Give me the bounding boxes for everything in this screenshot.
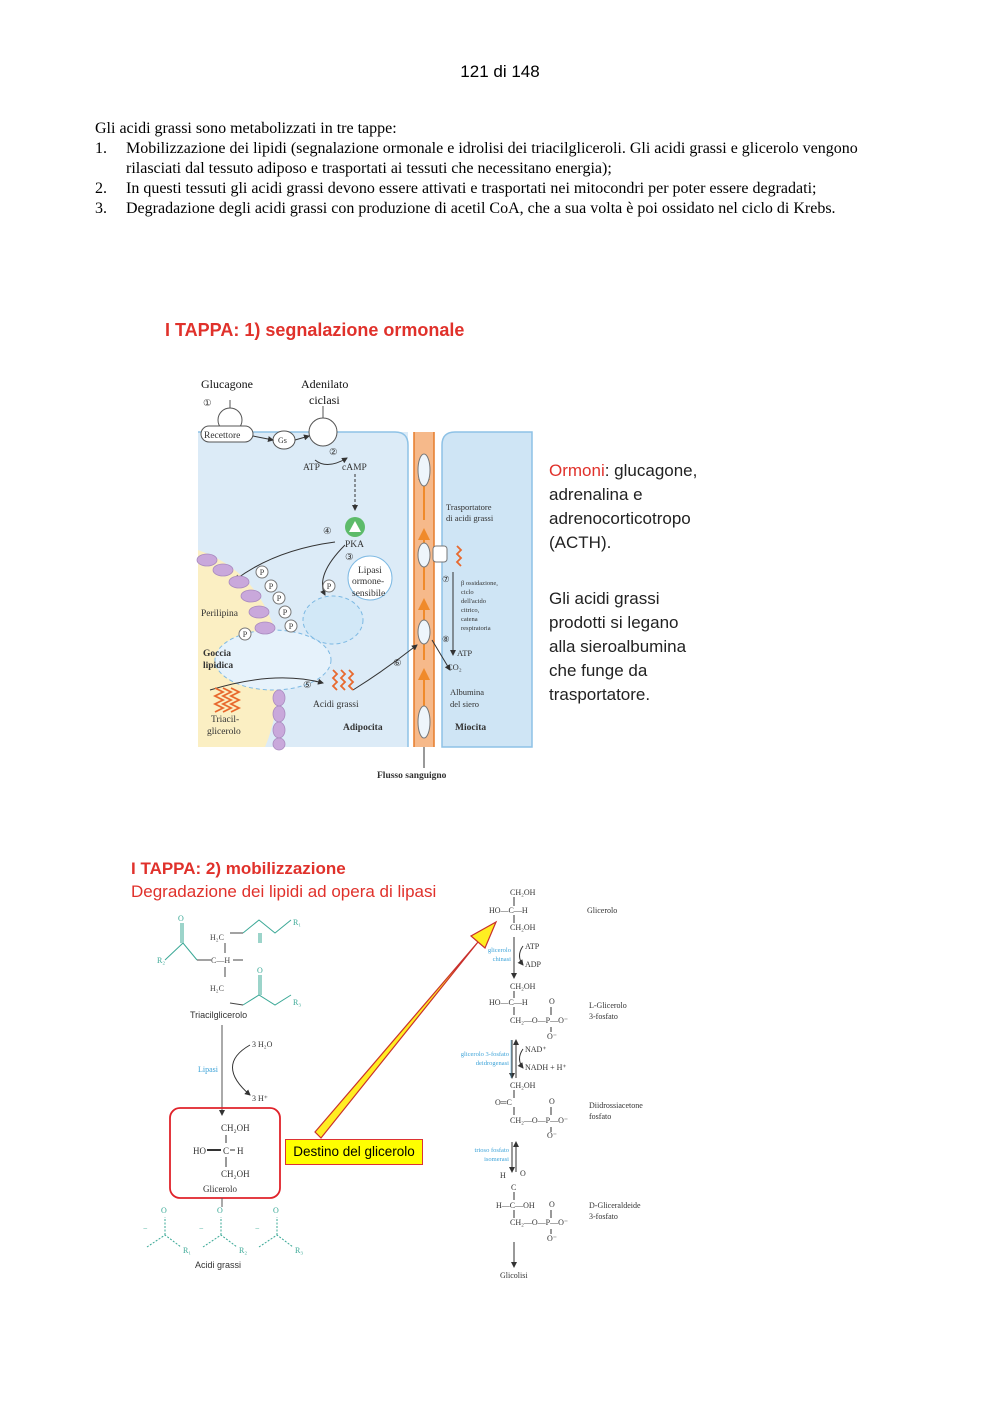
list-item: 3. Degradazione degli acidi grassi con produzione di acetil CoA, che a sua volta è poi ossidato nel ciclo di Krebs. [95,200,836,217]
svg-text:O═C: O═C [495,1098,512,1107]
svg-text:CH₂OH: CH₂OH [510,888,536,897]
svg-text:Adipocita: Adipocita [343,723,383,733]
svg-text:NADH + H⁺: NADH + H⁺ [525,1063,567,1072]
svg-text:⑥: ⑥ [393,659,402,669]
svg-text:C—H: C—H [211,956,231,965]
svg-text:sensibile: sensibile [352,589,386,599]
svg-text:PKA: PKA [345,540,365,550]
label-glucagone: Glucagone [201,377,253,391]
svg-text:⑧: ⑧ [442,634,450,644]
figure2-title: I TAPPA: 2) mobilizzazione [131,859,346,878]
svg-text:HO: HO [193,1146,206,1156]
svg-text:3-fosfato: 3-fosfato [589,1012,618,1021]
svg-text:3 H₂O: 3 H₂O [252,1040,273,1049]
svg-text:CH₂OH: CH₂OH [510,1081,536,1090]
svg-text:R₂: R₂ [157,956,166,965]
svg-text:H₂C: H₂C [210,984,224,993]
figure1-title: I TAPPA: 1) segnalazione ormonale [165,320,465,340]
svg-text:Gs: Gs [278,436,287,445]
svg-text:Lipasi: Lipasi [358,566,382,576]
svg-text:del siero: del siero [450,699,480,709]
svg-text:Miocita: Miocita [455,723,487,733]
svg-text:ATP: ATP [525,942,540,951]
svg-text:Glicerolo: Glicerolo [587,906,618,915]
svg-text:ormone-: ormone- [352,577,385,587]
hormones-text: Ormoni: glucagone, adrenalina e adrenocorticotropo (ACTH). [549,461,698,552]
svg-text:C: C [511,1183,517,1192]
svg-text:cAMP: cAMP [342,463,367,473]
svg-text:O: O [549,1200,555,1209]
svg-text:Adenilato: Adenilato [301,377,349,391]
svg-text:P: P [276,594,282,603]
svg-text:⑤: ⑤ [303,681,312,691]
svg-text:⑦: ⑦ [442,574,450,584]
svg-text:O⁻: O⁻ [547,1032,557,1041]
svg-text:−: − [255,1224,260,1233]
svg-text:P: P [259,568,265,577]
svg-text:CH₂OH: CH₂OH [221,1123,250,1133]
svg-text:H: H [500,1171,506,1180]
svg-text:β ossidazione,: β ossidazione, [461,580,498,587]
svg-text:Glicolisi: Glicolisi [500,1271,528,1280]
svg-text:CH₂OH: CH₂OH [221,1169,250,1179]
svg-text:CH₂—O—P—O⁻: CH₂—O—P—O⁻ [510,1218,569,1227]
figure2-subtitle: Degradazione dei lipidi ad opera di lipasi [131,882,437,901]
svg-text:Acidi grassi: Acidi grassi [313,700,359,710]
svg-text:isomerasi: isomerasi [484,1156,509,1163]
svg-text:O: O [549,1097,555,1106]
svg-text:L-Glicerolo: L-Glicerolo [589,1001,627,1010]
callout-destino-glicerolo: Destino del glicerolo [285,1139,423,1165]
svg-text:O: O [520,1169,526,1178]
svg-text:P: P [288,622,294,631]
svg-text:P: P [282,608,288,617]
svg-text:R₂: R₂ [239,1246,248,1255]
glycerol-pathway [445,882,675,1282]
label-triacilglicerolo: Triacilglicerolo [190,1010,248,1020]
intro-text [95,119,915,219]
svg-text:trioso fosfato: trioso fosfato [474,1147,509,1154]
svg-text:R₁: R₁ [183,1246,192,1255]
svg-text:CH₂OH: CH₂OH [510,923,536,932]
svg-text:glicerolo: glicerolo [487,947,511,954]
svg-text:H: H [237,1146,244,1156]
svg-text:O: O [273,1206,279,1215]
svg-text:C: C [223,1146,230,1156]
svg-text:3-fosfato: 3-fosfato [589,1212,618,1221]
svg-text:respiratoria: respiratoria [461,625,491,632]
svg-text:④: ④ [323,527,332,537]
svg-text:O: O [161,1206,167,1215]
svg-text:O: O [257,966,263,975]
svg-text:HO—C—H: HO—C—H [489,998,528,1007]
svg-text:O: O [549,997,555,1006]
svg-text:CH₂—O—P—O⁻: CH₂—O—P—O⁻ [510,1116,569,1125]
svg-text:ATP: ATP [303,463,320,473]
svg-text:−: − [143,1224,148,1233]
hormone-signaling-diagram [195,370,540,785]
svg-text:Albumina: Albumina [450,687,484,697]
svg-text:Recettore: Recettore [204,431,241,441]
svg-text:Diidrossiacetone: Diidrossiacetone [589,1101,643,1110]
svg-text:3 H⁺: 3 H⁺ [252,1094,268,1103]
list-item: 2. In questi tessuti gli acidi grassi devono essere attivati e trasportati nei mitocondri per poter essere degradati; [95,180,817,197]
svg-text:ADP: ADP [525,960,542,969]
svg-text:glicerolo: glicerolo [207,727,241,737]
svg-text:ciclasi: ciclasi [309,393,340,407]
svg-text:P: P [242,630,248,639]
list-item: 1. Mobilizzazione dei lipidi (segnalazione ormonale e idrolisi dei triacilgliceroli. Gli acidi grassi e glicerolo vengono rilasciati dal tessuto adiposo e trasportati ai tessuti che necessitano energia); [95,140,858,177]
stages-list [95,139,915,219]
svg-text:Trasportatore: Trasportatore [446,502,492,512]
svg-text:P: P [326,582,332,591]
svg-text:R₁: R₁ [293,918,302,927]
svg-text:Glicerolo: Glicerolo [203,1184,237,1194]
svg-text:Flusso sanguigno: Flusso sanguigno [377,771,447,781]
svg-text:CH₂OH: CH₂OH [510,982,536,991]
svg-text:NAD⁺: NAD⁺ [525,1045,547,1054]
svg-text:②: ② [329,448,338,458]
svg-text:catena: catena [461,616,478,623]
svg-text:①: ① [203,399,212,409]
svg-text:di acidi grassi: di acidi grassi [446,513,494,523]
svg-text:citrico,: citrico, [461,607,480,614]
svg-text:③: ③ [345,553,354,563]
svg-text:Perilipina: Perilipina [201,609,238,619]
svg-text:deidrogenasi: deidrogenasi [475,1060,509,1067]
svg-text:R₃: R₃ [293,998,302,1007]
svg-text:fosfato: fosfato [589,1112,612,1121]
svg-text:Triacil-: Triacil- [211,715,240,725]
page-number: 121 di 148 [460,62,540,81]
svg-text:H₂C: H₂C [210,933,224,942]
svg-text:ATP: ATP [457,648,473,658]
svg-text:−: − [199,1224,204,1233]
svg-text:D-Gliceraldeide: D-Gliceraldeide [589,1201,641,1210]
svg-text:CH₂—O—P—O⁻: CH₂—O—P—O⁻ [510,1016,569,1025]
intro-lead: Gli acidi grassi sono metabolizzati in tre tappe: [95,120,397,137]
svg-text:P: P [268,582,274,591]
svg-text:chinasi: chinasi [492,956,511,963]
svg-text:O⁻: O⁻ [547,1234,557,1243]
svg-text:O: O [217,1206,223,1215]
svg-text:dell'acido: dell'acido [461,598,486,605]
svg-text:CO₂: CO₂ [447,662,462,672]
svg-text:Lipasi: Lipasi [198,1065,218,1074]
albumin-text: Gli acidi grassi prodotti si legano alla sieroalbumina che funge da trasportatore. [549,589,687,704]
svg-text:O⁻: O⁻ [547,1131,557,1140]
svg-text:Goccia: Goccia [203,649,231,659]
svg-text:O: O [178,915,184,923]
svg-text:HO—C—H: HO—C—H [489,906,528,915]
svg-text:lipidica: lipidica [203,661,234,671]
svg-text:R₃: R₃ [295,1246,304,1255]
label-acidi-grassi: Acidi grassi [195,1260,242,1270]
svg-text:glicerolo 3-fosfato: glicerolo 3-fosfato [460,1051,509,1058]
svg-text:H—C—OH: H—C—OH [496,1201,535,1210]
svg-text:ciclo: ciclo [461,589,474,596]
